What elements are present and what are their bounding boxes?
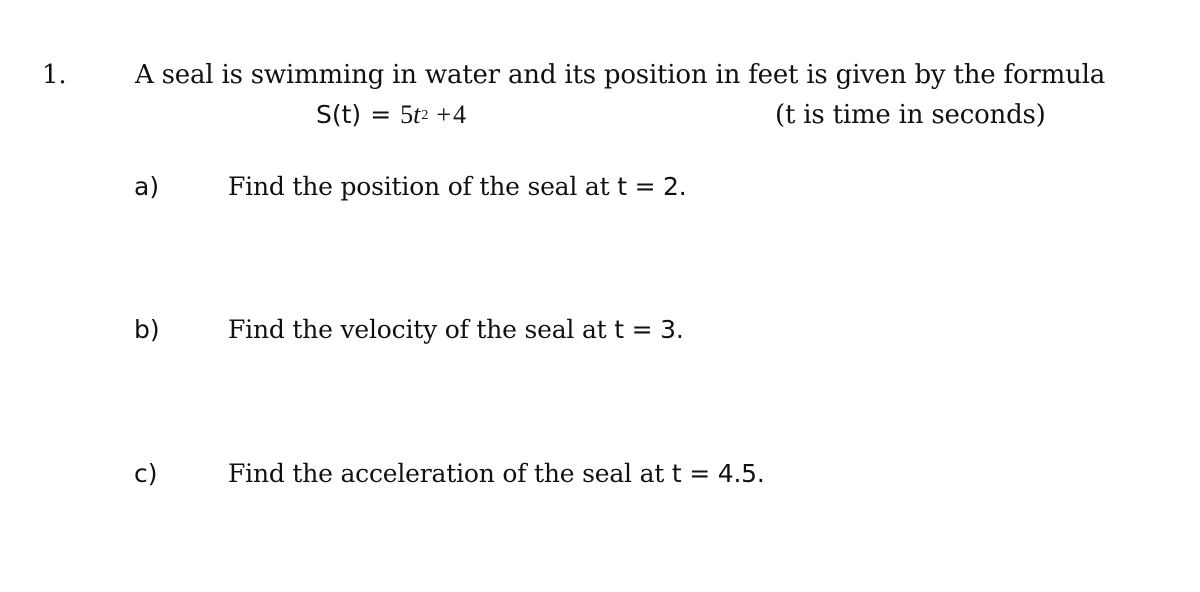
formula-equals: = xyxy=(370,100,392,129)
time-unit-note: (t is time in seconds) xyxy=(775,100,1046,130)
formula-variable: t xyxy=(413,100,421,129)
part-b-text: Find the velocity of the seal at xyxy=(228,315,615,344)
part-a-label: a) xyxy=(134,172,160,201)
formula-lhs: S(t) xyxy=(316,100,362,129)
problem-number: 1. xyxy=(42,60,67,90)
part-c-text: Find the acceleration of the seal at xyxy=(228,459,672,488)
part-b-label: b) xyxy=(134,315,160,344)
position-formula xyxy=(316,100,466,130)
formula-plus: + xyxy=(436,100,452,129)
part-a-question xyxy=(228,172,687,201)
part-a-condition: t = 2. xyxy=(617,172,687,201)
formula-constant: 4 xyxy=(453,100,467,129)
problem-statement: A seal is swimming in water and its position in feet is given by the formula xyxy=(135,60,1106,90)
formula-coefficient: 5 xyxy=(400,100,414,129)
part-b-question xyxy=(228,315,684,344)
part-a-text: Find the position of the seal at xyxy=(228,172,618,201)
part-c-condition: t = 4.5. xyxy=(671,459,765,488)
formula-exponent: 2 xyxy=(421,108,429,123)
part-c-label: c) xyxy=(134,459,158,488)
part-c-question xyxy=(228,459,765,488)
part-b-condition: t = 3. xyxy=(614,315,684,344)
